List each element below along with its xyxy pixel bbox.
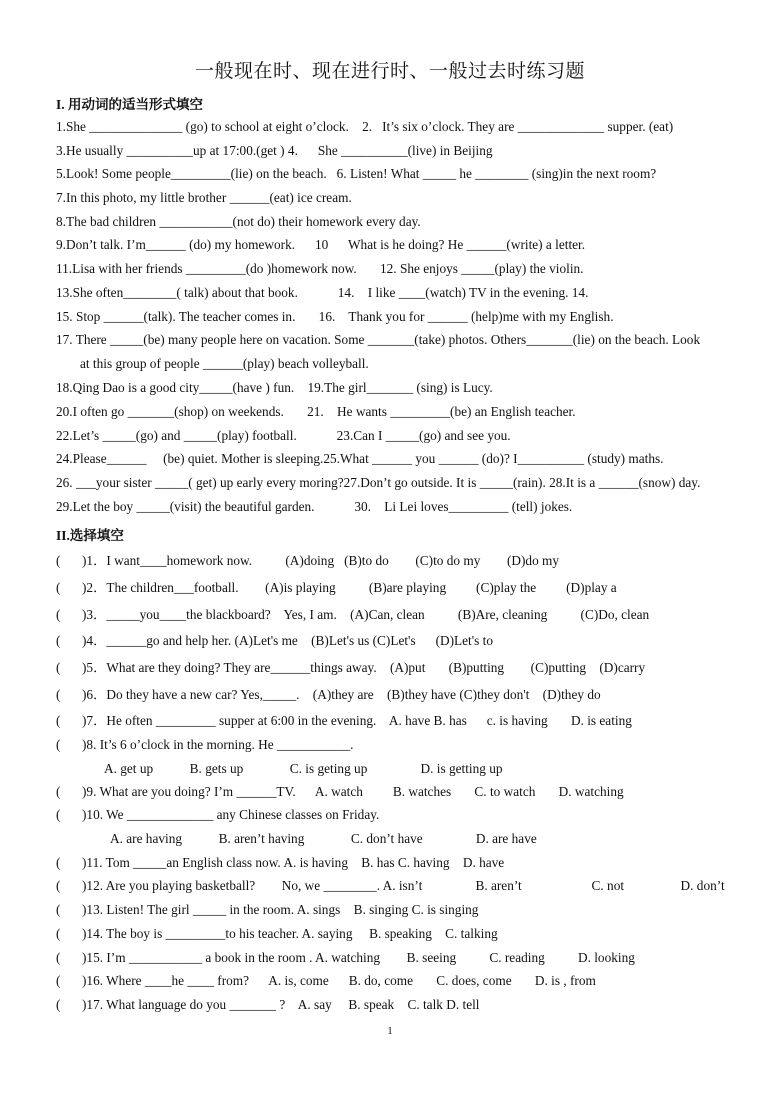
question-text: )8. It’s 6 o’clock in the morning. He ___________. [82,737,354,752]
answer-paren[interactable]: ( [56,713,61,728]
question-text: )3．_____you____the blackboard? Yes, I am. (A)Can, clean (B)Are, cleaning (C)Do, clean [82,607,650,622]
answer-paren[interactable]: ( [56,973,61,988]
fill-line: 3.He usually __________up at 17:00.(get ) 4. She __________(live) in Beijing [56,143,493,158]
answer-paren[interactable]: ( [56,687,61,702]
choice-question [56,630,493,649]
fill-line: 5.Look! Some people_________(lie) on the beach. 6. Listen! What _____ he ________ (sing)in the next room? [56,166,657,181]
question-text: )14. The boy is _________to his teacher. A. saying B. speaking C. talking [82,926,498,941]
fill-line: 8.The bad children ___________(not do) their homework every day. [56,214,421,229]
question-text: )17. What language do you _______ ? A. say B. speak C. talk D. tell [82,997,480,1012]
choice-question [56,784,624,800]
choice-question [56,657,645,676]
answer-paren[interactable]: ( [56,660,61,675]
choice-question [56,737,353,753]
fill-line-continuation: at this group of people ______(play) beach volleyball. [80,356,369,371]
page-number: 1 [387,1025,393,1037]
answer-paren[interactable]: ( [56,950,61,965]
fill-line: 1.She ______________ (go) to school at eight o’clock. 2. It’s six o’clock. They are _____________ supper. (eat) [56,119,674,134]
question-text: )11. Tom _____an English class now. A. is having B. has C. having D. have [82,855,505,870]
question-text: )1．I want____homework now. (A)doing (B)to do (C)to do my (D)do my [82,553,560,568]
fill-line: 29.Let the boy _____(visit) the beautiful garden. 30. Li Lei loves_________ (tell) jokes. [56,499,573,514]
choice-question [56,855,504,871]
question-text: )10. We _____________ any Chinese classes on Friday. [82,807,380,822]
choice-question [56,807,379,823]
fill-line: 26. ___your sister _____( get) up early every moring?27.Don’t go outside. It is _____(rain). 28.It is a ______(snow) day. [56,475,701,490]
question-text: )13. Listen! The girl _____ in the room. A. sings B. singing C. is singing [82,902,479,917]
answer-paren[interactable]: ( [56,807,61,822]
fill-line: 7.In this photo, my little brother ______(eat) ice cream. [56,190,352,205]
answer-paren[interactable]: ( [56,997,61,1012]
choice-question [56,997,480,1013]
answer-paren[interactable]: ( [56,553,61,568]
choice-question [56,902,478,918]
question-text: )6．Do they have a new car? Yes,_____. (A)they are (B)they have (C)they don't (D)they do [82,687,601,702]
fill-line: 22.Let’s _____(go) and _____(play) football. 23.Can I _____(go) and see you. [56,428,511,443]
fill-line: 17. There _____(be) many people here on vacation. Some _______(take) photos. Others_______(lie) on the beach. Look [56,332,701,347]
choice-question [56,684,601,703]
answer-paren[interactable]: ( [56,580,61,595]
question-options: A. get up B. gets up C. is geting up D. is getting up [104,761,503,776]
fill-line: 15. Stop ______(talk). The teacher comes in. 16. Thank you for ______ (help)me with my English. [56,309,614,324]
choice-question [56,926,498,942]
choice-question [56,973,596,989]
fill-line: 24.Please______ (be) quiet. Mother is sleeping.25.What ______ you ______ (do)? I__________ (study) maths. [56,451,664,466]
choice-question [56,878,725,894]
section-2-heading: II.选择填空 [56,528,124,543]
answer-paren[interactable]: ( [56,926,61,941]
choice-question [56,950,635,966]
question-text: )15. I’m ___________ a book in the room . A. watching B. seeing C. reading D. looking [82,950,635,965]
section-1-heading: I. 用动词的适当形式填空 [56,97,204,112]
answer-paren[interactable]: ( [56,784,61,799]
page-title: 一般现在时、现在进行时、一般过去时练习题 [194,61,585,82]
question-text: )16. Where ____he ____ from? A. is, come B. do, come C. does, come D. is , from [82,973,596,988]
question-text: )2．The children___football. (A)is playing (B)are playing (C)play the (D)play a [82,580,617,595]
fill-line: 9.Don’t talk. I’m______ (do) my homework. 10 What is he doing? He ______(write) a letter. [56,237,586,252]
question-text: )4．______go and help her. (A)Let's me (B)Let's us (C)Let's (D)Let's to [82,633,493,648]
answer-paren[interactable]: ( [56,878,61,893]
question-text: )7．He often _________ supper at 6:00 in the evening. A. have B. has c. is having D. is eating [82,713,632,728]
choice-question [56,604,649,623]
answer-paren[interactable]: ( [56,633,61,648]
fill-line: 18.Qing Dao is a good city_____(have ) fun. 19.The girl_______ (sing) is Lucy. [56,380,493,395]
question-options: A. are having B. aren’t having C. don’t have D. are have [110,831,537,846]
answer-paren[interactable]: ( [56,607,61,622]
fill-line: 11.Lisa with her friends _________(do )homework now. 12. She enjoys _____(play) the violin. [56,261,584,276]
choice-question [56,577,617,596]
choice-question [56,710,632,729]
fill-line: 20.I often go _______(shop) on weekends. 21. He wants _________(be) an English teacher. [56,404,576,419]
question-text: )12. Are you playing basketball? No, we ________. A. isn’t B. aren’t C. not D. don’t [82,878,725,893]
answer-paren[interactable]: ( [56,737,61,752]
fill-line: 13.She often________( talk) about that book. 14. I like ____(watch) TV in the evening. 14. [56,285,589,300]
answer-paren[interactable]: ( [56,855,61,870]
answer-paren[interactable]: ( [56,902,61,917]
choice-question [56,550,559,569]
question-text: )9. What are you doing? I’m ______TV. A. watch B. watches C. to watch D. watching [82,784,624,799]
question-text: )5．What are they doing? They are______things away. (A)put (B)putting (C)putting (D)carry [82,660,646,675]
